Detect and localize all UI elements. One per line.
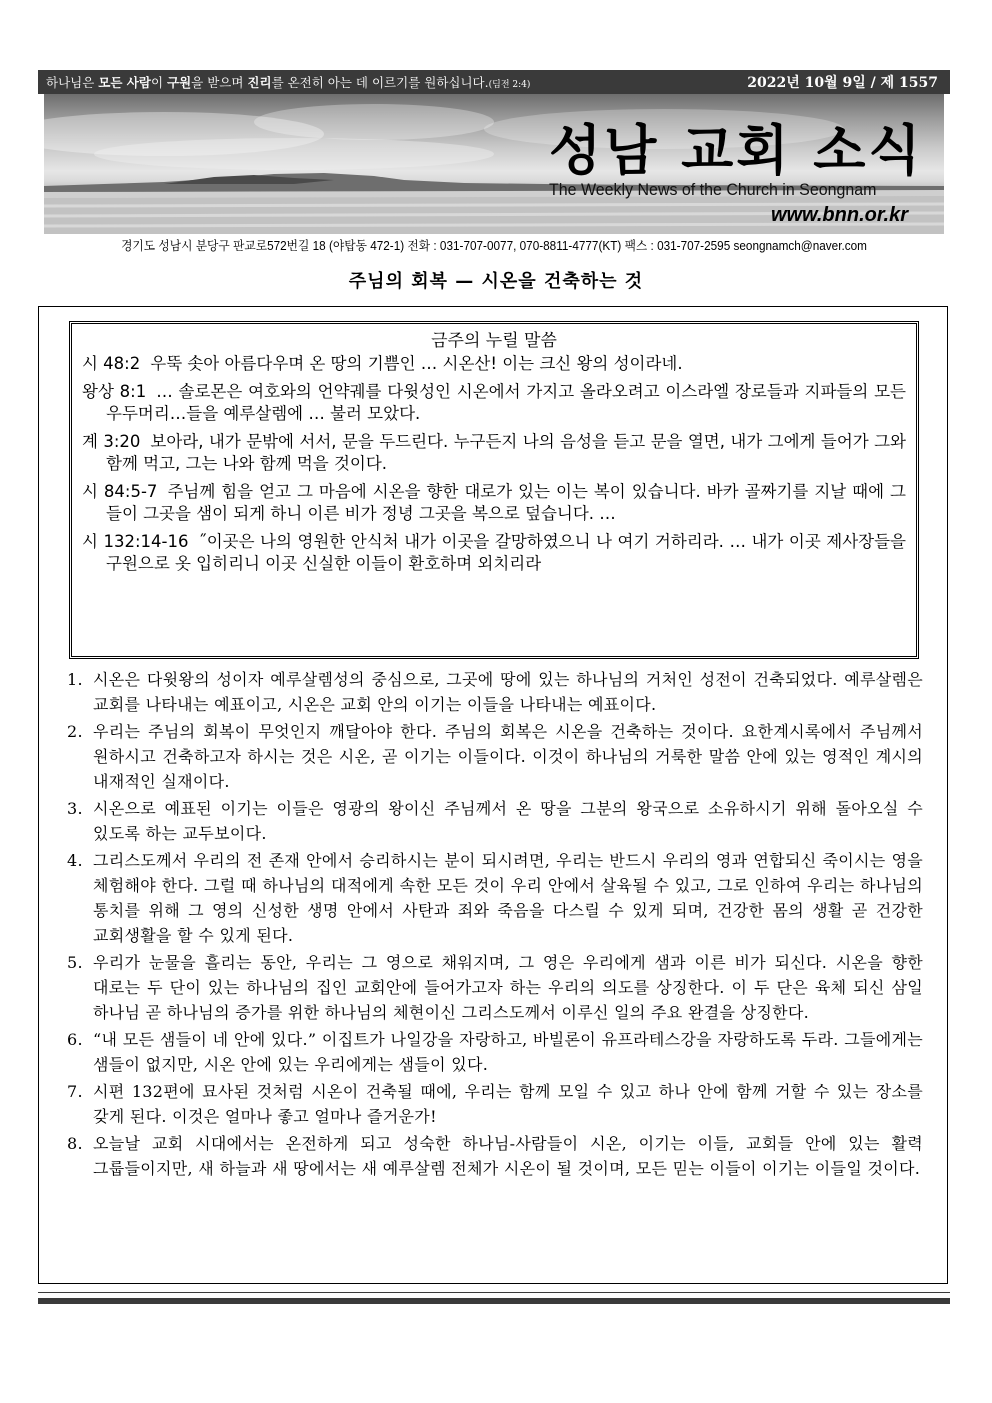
verse-reference: 왕상 8:1 bbox=[82, 382, 147, 401]
masthead-banner bbox=[44, 94, 944, 234]
point-number: 1. bbox=[67, 670, 83, 689]
point-item bbox=[63, 950, 923, 1025]
verse-text: ˝이곳은 나의 영원한 안식처 내가 이곳을 갈망하였으니 나 여기 거하리라. … 내가 이곳 제사장들을 구원으로 옷 입히리니 이곳 신실한 이들이 환호하며 외치리라 bbox=[106, 532, 906, 573]
verse-item bbox=[82, 381, 906, 425]
verse-reference: 시 132:14-16 bbox=[82, 532, 189, 551]
point-number: 2. bbox=[67, 722, 83, 741]
point-text: 우리가 눈물을 흘리는 동안, 우리는 그 영으로 채워지며, 그 영은 우리에게 샘과 이른 비가 되신다. 시온을 향한 대로는 두 단이 있는 하나님의 집인 교회안에 들어가고자 하는 우리의 의도를 상징한다. 이 두 단은 육체 되신 삼일 하나님 곧 하나님의 증가를 위한 하나님의 체현이신 그리스도께서 이루신 일의 주요 완결을 상징한다. bbox=[93, 953, 923, 1022]
top-banner-bar bbox=[38, 70, 950, 94]
point-item bbox=[63, 1131, 923, 1181]
header-verse-part: 진리 bbox=[247, 75, 272, 90]
point-text: 우리는 주님의 회복이 무엇인지 깨달아야 한다. 주님의 회복은 시온을 건축하는 것이다. 요한계시록에서 주님께서 원하시고 건축하고자 하시는 것은 시온, 곧 이기는 이들이다. 이것이 하나님의 거룩한 말씀 안에 있는 영적인 계시의 내재적인 실재이다. bbox=[93, 722, 923, 791]
footer-divider-thick bbox=[38, 1298, 950, 1304]
church-address: 경기도 성남시 분당구 판교로572번길 18 (야탑동 472-1) 전화 : 031-707-0077, 070-8811-4777(KT) 팩스 : 031-707-2595 seongnamch@naver.com bbox=[121, 239, 867, 253]
verse-reference: 계 3:20 bbox=[82, 432, 141, 451]
point-item bbox=[63, 796, 923, 846]
footer-divider-thin bbox=[38, 1292, 950, 1293]
point-item bbox=[63, 1027, 923, 1077]
point-item bbox=[63, 1079, 923, 1129]
verse-box-title: 금주의 누릴 말씀 bbox=[431, 331, 557, 351]
website-link[interactable]: www.bnn.or.kr bbox=[770, 204, 908, 226]
point-number: 6. bbox=[67, 1030, 83, 1049]
main-content-box bbox=[38, 306, 948, 1284]
header-verse-part: 하나님은 bbox=[46, 75, 99, 90]
weekly-verse-box bbox=[69, 321, 919, 659]
issue-date: 2022년 10월 9일 / 제 1557 bbox=[747, 75, 938, 91]
points-list bbox=[63, 667, 923, 1183]
header-verse-part: 구원 bbox=[167, 75, 192, 90]
point-number: 4. bbox=[67, 851, 83, 870]
page-headline: 주님의 회복 — 시온을 건축하는 것 bbox=[348, 271, 644, 292]
point-text: 그리스도께서 우리의 전 존재 안에서 승리하시는 분이 되시려면, 우리는 반드시 우리의 영과 연합되신 죽이시는 영을 체험해야 한다. 그럴 때 하나님의 대적에게 속한 모든 것이 우리 안에서 살육될 수 있고, 그로 인하여 우리는 하나님의 통치를 위해 그 영의 신성한 생명 안에서 사탄과 죄와 죽음을 다스릴 수 있게 되며, 건강한 몸의 생활 곧 건강한 교회생활을 할 수 있게 된다. bbox=[93, 851, 923, 945]
point-item bbox=[63, 719, 923, 794]
header-verse-part: 모든 사람 bbox=[98, 75, 151, 90]
newsletter-subtitle: The Weekly News of the Church in Seongnam bbox=[549, 180, 877, 199]
point-number: 7. bbox=[67, 1082, 83, 1101]
header-verse-part: 이 bbox=[150, 75, 167, 90]
point-text: 시온은 다윗왕의 성이자 예루살렘성의 중심으로, 그곳에 땅에 있는 하나님의 거처인 성전이 건축되었다. 예루살렘은 교회를 나타내는 예표이고, 시온은 교회 안의 이기는 이들을 나타내는 예표이다. bbox=[93, 670, 923, 714]
verse-text: … 솔로몬은 여호와의 언약궤를 다윗성인 시온에서 가지고 올라오려고 이스라엘 장로들과 지파들의 모든 우두머리…들을 예루살렘에 … 불러 모았다. bbox=[106, 382, 906, 423]
header-verse bbox=[46, 73, 530, 91]
verse-item bbox=[82, 431, 906, 475]
header-verse-part: 을 받으며 bbox=[191, 75, 248, 90]
newsletter-title: 성남 교회 소식 bbox=[549, 118, 924, 182]
point-text: 시온으로 예표된 이기는 이들은 영광의 왕이신 주님께서 온 땅을 그분의 왕국으로 소유하시기 위해 돌아오실 수 있도록 하는 교두보이다. bbox=[93, 799, 923, 843]
verse-text: 보아라, 내가 문밖에 서서, 문을 두드린다. 누구든지 나의 음성을 듣고 문을 열면, 내가 그에게 들어가 그와 함께 먹고, 그는 나와 함께 먹을 것이다. bbox=[106, 432, 906, 473]
point-text: “내 모든 샘들이 네 안에 있다.” 이집트가 나일강을 자랑하고, 바빌론이 유프라테스강을 자랑하도록 두라. 그들에게는 샘들이 없지만, 시온 안에 있는 우리에게는 샘들이 있다. bbox=[93, 1030, 923, 1074]
point-item bbox=[63, 667, 923, 717]
point-text: 시편 132편에 묘사된 것처럼 시온이 건축될 때에, 우리는 함께 모일 수 있고 하나 안에 함께 거할 수 있는 장소를 갖게 된다. 이것은 얼마나 좋고 얼마나 즐거운가! bbox=[93, 1082, 923, 1126]
verse-reference: 시 84:5-7 bbox=[82, 482, 158, 501]
header-verse-ref: (딤전 2:4) bbox=[488, 80, 531, 90]
verse-item bbox=[82, 531, 906, 575]
verse-reference: 시 48:2 bbox=[82, 354, 141, 373]
header-verse-part: 를 온전히 아는 데 이르기를 원하십니다. bbox=[271, 75, 489, 90]
point-item bbox=[63, 848, 923, 948]
point-number: 3. bbox=[67, 799, 83, 818]
verse-text: 우뚝 솟아 아름다우며 온 땅의 기쁨인 … 시온산! 이는 크신 왕의 성이라네. bbox=[150, 354, 683, 373]
verse-text: 주님께 힘을 얻고 그 마음에 시온을 향한 대로가 있는 이는 복이 있습니다. 바카 골짜기를 지날 때에 그들이 그곳을 샘이 되게 하니 이른 비가 정녕 그곳을 복으로 덮습니다. … bbox=[106, 482, 906, 523]
point-number: 5. bbox=[67, 953, 83, 972]
point-number: 8. bbox=[67, 1134, 83, 1153]
verse-item bbox=[82, 481, 906, 525]
verse-item bbox=[82, 353, 906, 375]
point-text: 오늘날 교회 시대에서는 온전하게 되고 성숙한 하나님-사람들이 시온, 이기는 이들, 교회들 안에 있는 활력 그룹들이지만, 새 하늘과 새 땅에서는 새 예루살렘 전체가 시온이 될 것이며, 모든 믿는 이들이 이기는 이들일 것이다. bbox=[93, 1134, 923, 1178]
